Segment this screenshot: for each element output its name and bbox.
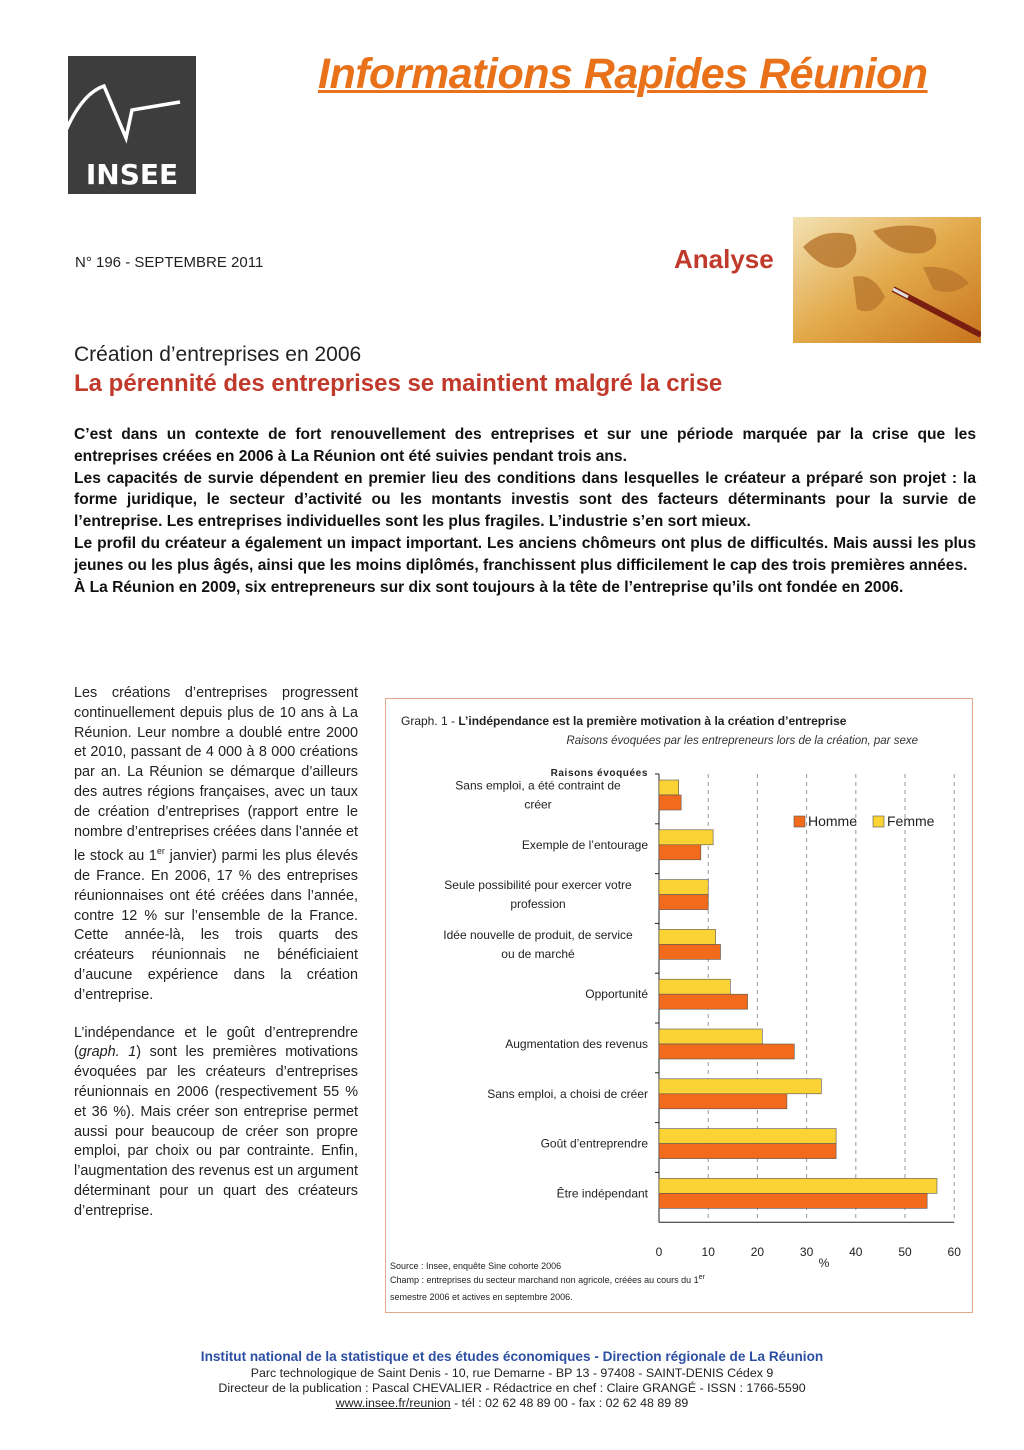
- chart-legend: [794, 813, 935, 829]
- bar-homme: [659, 895, 708, 910]
- x-tick-label: 60: [947, 1245, 961, 1260]
- bar-homme: [659, 1044, 794, 1059]
- logo-wordmark: INSEE: [85, 158, 179, 191]
- issue-number: N° 196 - SEPTEMBRE 2011: [75, 254, 264, 271]
- publication-title: Informations Rapides Réunion: [318, 50, 928, 98]
- footer-website-link[interactable]: www.insee.fr/reunion: [335, 1396, 451, 1410]
- bar-homme: [659, 1144, 836, 1159]
- bar-homme: [659, 1193, 927, 1208]
- article-body: [74, 684, 358, 1240]
- x-axis-title: %: [818, 1256, 830, 1270]
- bar-femme: [659, 830, 713, 845]
- y-axis-title: Raisons évoquées: [550, 768, 648, 779]
- category-label: Augmentation des revenus: [505, 1037, 648, 1051]
- chart-title: [401, 714, 847, 728]
- article-headline: La pérennité des entreprises se maintient malgré la crise: [74, 370, 723, 397]
- world-map-photo: [793, 217, 981, 343]
- motivation-bar-chart: [386, 699, 972, 1312]
- bar-homme: [659, 845, 701, 860]
- x-tick-label: 10: [701, 1245, 715, 1260]
- category-label: Sans emploi, a été contraint de créer: [455, 778, 621, 812]
- category-label: Exemple de l’entourage: [521, 837, 648, 852]
- bar-femme: [659, 929, 716, 944]
- graph-reference: graph. 1: [78, 1044, 137, 1061]
- insee-logo: [68, 56, 196, 194]
- bar-femme: [659, 1029, 762, 1044]
- legend-label: Femme: [887, 813, 935, 829]
- lead-paragraph: C’est dans un contexte de fort renouvellement des entreprises et sur une période marquée par la crise que les entreprises créées en 2006 à La Réunion ont été suivies pendant trois ans.: [74, 426, 976, 465]
- category-label: Être indépendant: [556, 1186, 648, 1201]
- lead-paragraph: Les capacités de survie dépendent en premier lieu des conditions dans lesquelles le créateur a préparé son projet : la forme juridique, le secteur d’activité ou les montants investis sont des facteurs déterminants pour la survie de l’entreprise. Les entreprises individuelles sont les plus fragiles. L’industrie s’en sort mieux.: [74, 469, 976, 531]
- bar-femme: [659, 1129, 836, 1144]
- footer-institution: Institut national de la statistique et des études économiques - Direction régionale de La Réunion: [200, 1349, 824, 1364]
- body-text: L’indépendance et le goût d’entreprendre (: [74, 1024, 358, 1061]
- chart-frame: [385, 698, 973, 1313]
- category-label: Seule possibilité pour exercer votre profession: [444, 878, 632, 912]
- body-paragraph: [74, 1024, 358, 1222]
- x-tick-label: 0: [655, 1245, 663, 1260]
- bar-femme: [659, 1178, 937, 1193]
- bar-homme: [659, 994, 748, 1009]
- legend-swatch: [794, 816, 805, 827]
- rubric-label: Analyse: [674, 244, 774, 274]
- chart-scope-line2: semestre 2006 et actives en septembre 2006.: [390, 1292, 573, 1302]
- legend-swatch: [873, 816, 884, 827]
- footer-contact-line: [0, 1396, 1024, 1411]
- chart-title-prefix: Graph. 1 -: [401, 714, 459, 728]
- category-label: Idée nouvelle de produit, de service ou de marché: [443, 927, 633, 961]
- bar-homme: [659, 795, 681, 810]
- bar-femme: [659, 780, 679, 795]
- category-label: Goût d’entreprendre: [540, 1136, 648, 1151]
- category-label: Opportunité: [585, 987, 648, 1002]
- article-lead: [74, 424, 976, 598]
- footer-address: Parc technologique de Saint Denis - 10, rue Demarne - BP 13 - 97408 - SAINT-DENIS Cédex 9: [250, 1366, 774, 1380]
- article-kicker: Création d’entreprises en 2006: [74, 343, 362, 366]
- chart-scope-line1: Champ : entreprises du secteur marchand non agricole, créées au cours du 1er: [390, 1274, 705, 1285]
- body-text: ) sont les premières motivations évoquées par les créateurs d’entreprises réunionnais en 2006 (respectivement 55 % et 36 %). Mais créer son entreprise permet aussi pour beaucoup de créer son propre emploi, par choix ou par contrainte. Enfin, l’augmentation des revenus est un argument déterminant pour un quart des créateurs d’entreprise.: [74, 1044, 358, 1219]
- bar-femme: [659, 1079, 821, 1094]
- footer-contact: - tél : 02 62 48 89 00 - fax : 02 62 48 89 89: [450, 1396, 689, 1410]
- bar-femme: [659, 979, 730, 994]
- legend-label: Homme: [808, 813, 858, 829]
- x-tick-label: 30: [799, 1245, 814, 1260]
- lead-paragraph: Le profil du créateur a également un impact important. Les anciens chômeurs ont plus de difficultés. Mais aussi les plus jeunes ou les plus âgés, ainsi que les moins diplômés, franchissent plus difficilement le cap des trois premières années.: [74, 534, 976, 574]
- x-tick-label: 50: [898, 1245, 912, 1260]
- footer-credits: Directeur de la publication : Pascal CHEVALIER - Rédactrice en chef : Claire GRANGÉ - ISSN : 1766-5590: [218, 1381, 806, 1395]
- page-footer: [0, 1349, 1024, 1411]
- x-tick-label: 20: [750, 1245, 765, 1260]
- category-label: Sans emploi, a choisi de créer: [487, 1086, 648, 1101]
- chart-title-text: L’indépendance est la première motivation à la création d’entreprise: [458, 714, 847, 728]
- chart-subtitle: Raisons évoquées par les entrepreneurs lors de la création, par sexe: [566, 735, 918, 747]
- plot-area: [443, 774, 961, 1259]
- bar-femme: [659, 880, 708, 895]
- chart-source: Source : Insee, enquête Sine cohorte 2006: [390, 1261, 562, 1271]
- bar-homme: [659, 1094, 787, 1109]
- body-paragraph: Les créations d’entreprises progressent continuellement depuis plus de 10 ans à La Réunion. Leur nombre a doublé entre 2000 et 2010, passant de 4 000 à 8 000 créations par an. La Réunion se démarque d’ailleurs des autres régions françaises, avec un taux de création d’entreprises (rapport entre le nombre d’entreprises créées dans l’année et le stock au 1er janvier) parmi les plus élevés de France. En 2006, 17 % des entreprises réunionnaises ont été créées dans l’année, contre 12 % sur l’ensemble de la France. Cette année-là, les trois quarts des créateurs réunionnais ne bénéficiaient d’aucune expérience dans la création d’entreprise.: [74, 685, 358, 1003]
- lead-paragraph: À La Réunion en 2009, six entrepreneurs sur dix sont toujours à la tête de l’entreprise qu’ils ont fondée en 2006.: [74, 578, 904, 596]
- bar-homme: [659, 944, 721, 959]
- x-tick-label: 40: [849, 1245, 863, 1260]
